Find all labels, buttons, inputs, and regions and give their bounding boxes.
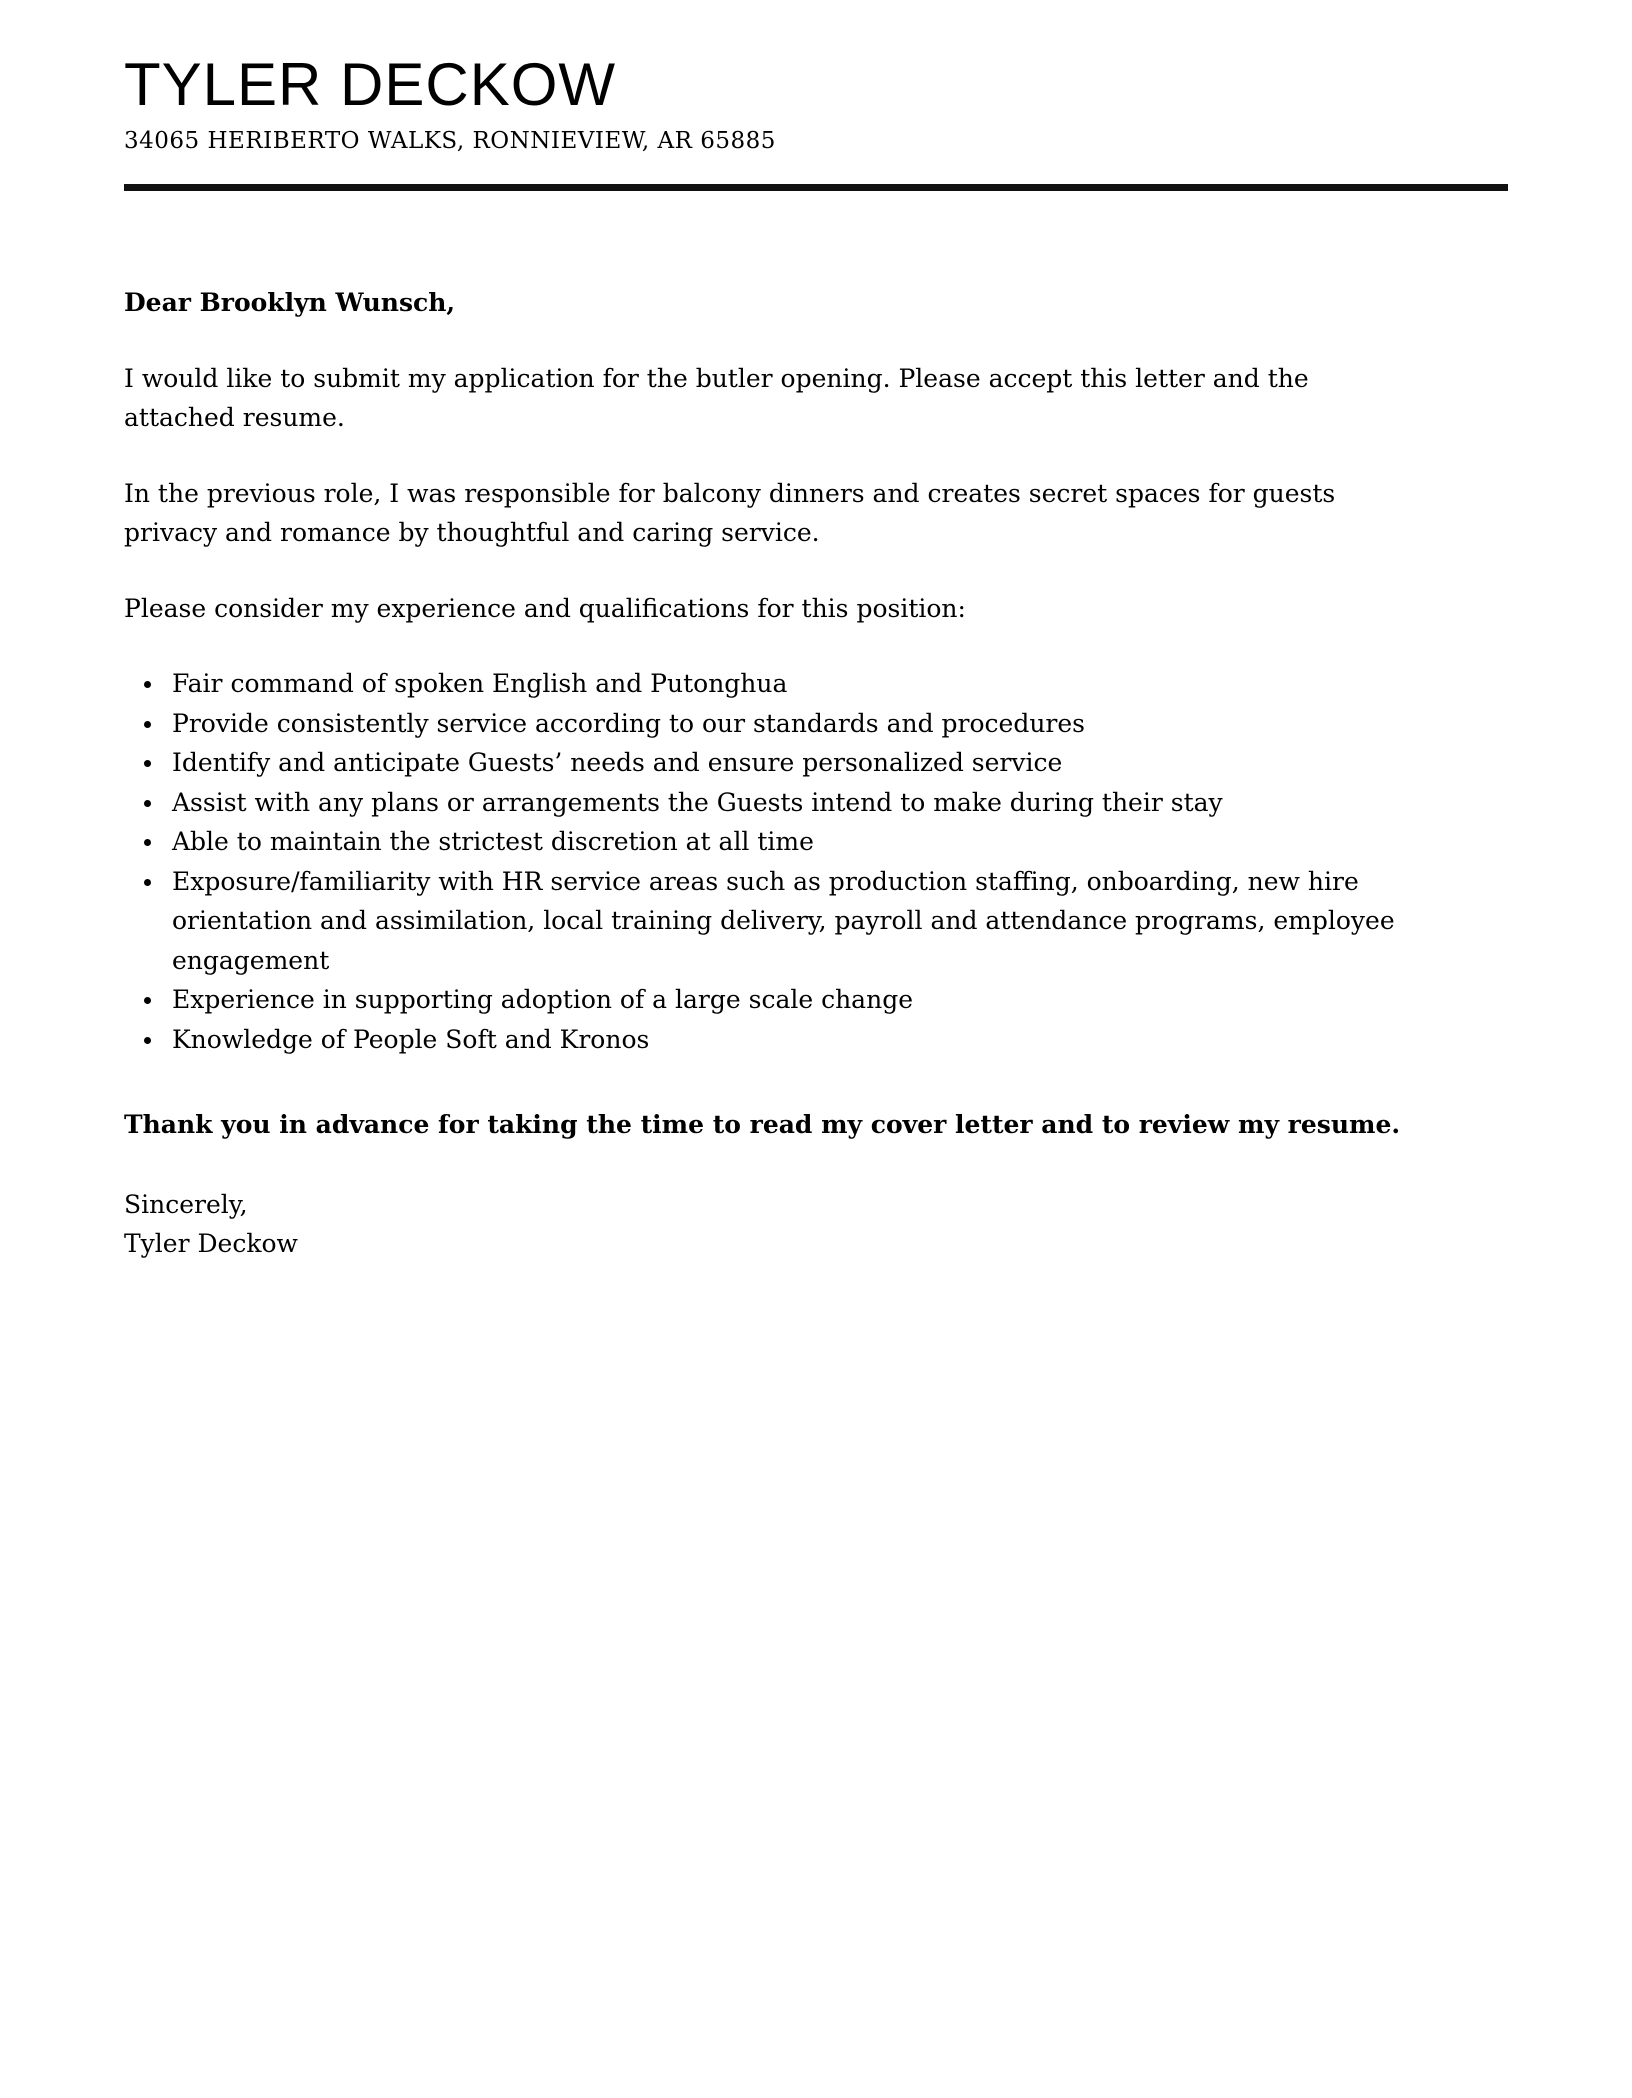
sender-name: TYLER DECKOW — [124, 51, 617, 118]
qualification-item: Knowledge of People Soft and Kronos — [172, 1020, 1414, 1060]
header-divider — [124, 184, 1508, 191]
qualification-item: Provide consistently service according to our standards and procedures — [172, 704, 1414, 744]
signoff: Sincerely, — [124, 1189, 248, 1219]
qualification-item: Assist with any plans or arrangements the Guests intend to make during their stay — [172, 783, 1414, 823]
signoff-block — [124, 1185, 1414, 1264]
sender-address: 34065 HERIBERTO WALKS, RONNIEVIEW, AR 65885 — [124, 128, 776, 154]
qualification-item: Exposure/familiarity with HR service areas such as production staffing, onboarding, new hire orientation and assimilation, local training delivery, payroll and attendance programs, employee engagement — [172, 862, 1414, 981]
salutation: Dear Brooklyn Wunsch, — [124, 288, 456, 317]
paragraph-consider: Please consider my experience and qualifications for this position: — [124, 593, 966, 623]
qualification-item: Able to maintain the strictest discretion at all time — [172, 822, 1414, 862]
qualification-item: Fair command of spoken English and Putonghua — [172, 664, 1414, 704]
letter-body — [124, 283, 1414, 1264]
paragraph-previous-role: In the previous role, I was responsible for balcony dinners and creates secret spaces for guests privacy and romance by thoughtful and caring service. — [124, 478, 1336, 547]
qualification-item: Experience in supporting adoption of a large scale change — [172, 980, 1414, 1020]
qualifications-list — [124, 664, 1414, 1059]
closing-thanks: Thank you in advance for taking the time to read my cover letter and to review my resume. — [124, 1110, 1401, 1139]
paragraph-intro: I would like to submit my application for the butler opening. Please accept this letter and the attached resume. — [124, 363, 1309, 432]
letter-header — [124, 52, 1508, 191]
signature-name: Tyler Deckow — [124, 1229, 298, 1258]
qualification-item: Identify and anticipate Guests’ needs and ensure personalized service — [172, 743, 1414, 783]
